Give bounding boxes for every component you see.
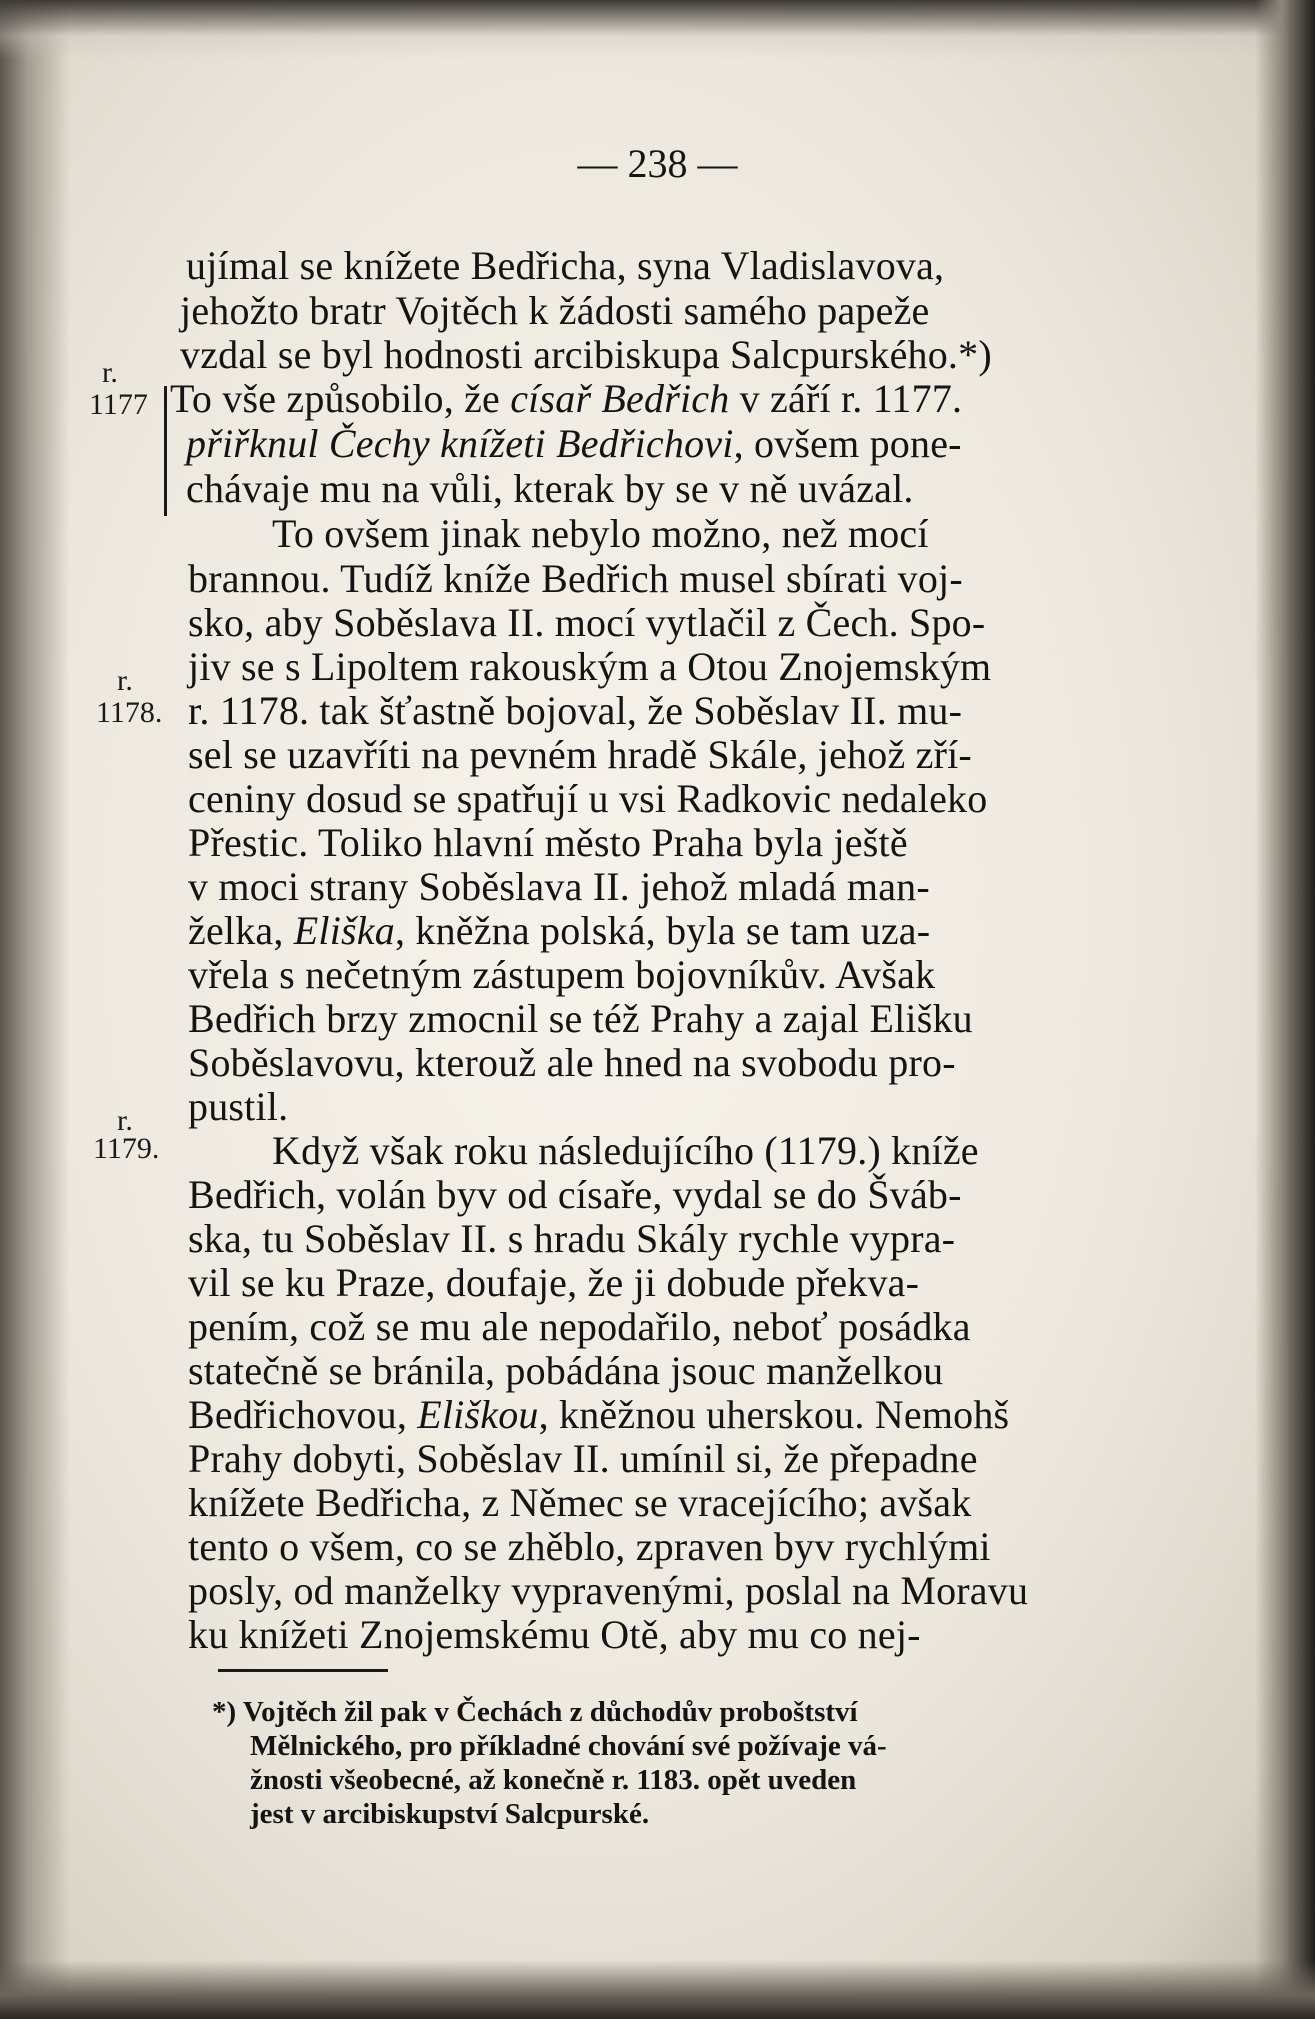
text-span: želka, bbox=[188, 908, 294, 953]
text-span: Bedřichovou, bbox=[188, 1392, 418, 1437]
text-line: ceniny dosud se spatřují u vsi Radkovic nedaleko bbox=[188, 776, 988, 821]
text-line: Když však roku následujícího (1179.) kníže bbox=[272, 1128, 979, 1173]
text-line: jiv se s Lipoltem rakouským a Otou Znojemským bbox=[188, 644, 992, 689]
margin-note-year-1178: 1178. bbox=[96, 696, 163, 729]
text-line bbox=[186, 420, 962, 467]
text-span: , kněžna polská, byla se tam uza- bbox=[394, 908, 931, 953]
text-line: knížete Bedřicha, z Němec se vracejícího; avšak bbox=[188, 1480, 972, 1525]
footnote-line: žnosti všeobecné, až konečně r. 1183. opět uveden bbox=[250, 1764, 857, 1796]
margin-note-r: r. bbox=[102, 356, 118, 389]
text-span: , ovšem pone- bbox=[733, 421, 962, 466]
text-span: , kněžnou uherskou. Nemohš bbox=[538, 1392, 1010, 1437]
text-line: ujímal se knížete Bedřicha, syna Vladislavova, bbox=[186, 243, 945, 288]
footnote-line: jest v arcibiskupství Salcpurské. bbox=[250, 1798, 650, 1830]
text-line: ska, tu Soběslav II. s hradu Skály rychle vypra- bbox=[188, 1216, 956, 1261]
text-line: v moci strany Soběslava II. jehož mladá man- bbox=[188, 864, 930, 909]
footnote-line: *) Vojtěch žil pak v Čechách z důchodův proboštství bbox=[212, 1696, 858, 1728]
text-line: r. 1178. tak šťastně bojoval, že Soběslav II. mu- bbox=[188, 688, 963, 733]
text-line: vzdal se byl hodnosti arcibiskupa Salcpurského.*) bbox=[180, 332, 992, 377]
margin-note-r: r. bbox=[117, 664, 133, 697]
text-line: sel se uzavříti na pevném hradě Skále, jehož zří- bbox=[188, 732, 972, 777]
emphasis-span: přiřknul Čechy knížeti Bedřichovi bbox=[186, 421, 734, 466]
margin-note-year-1177: 1177 bbox=[89, 388, 148, 421]
text-line: ku knížeti Znojemskému Otě, aby mu co nej- bbox=[188, 1612, 921, 1657]
margin-bracket bbox=[164, 386, 167, 516]
footnote-divider bbox=[218, 1669, 388, 1672]
text-line: tento o všem, co se zhěblo, zpraven byv rychlými bbox=[188, 1524, 991, 1569]
text-line: vil se ku Praze, doufaje, že ji dobude překva- bbox=[188, 1260, 920, 1305]
text-span: v září r. 1177. bbox=[729, 376, 963, 421]
text-line: statečně se bránila, pobádána jsouc manželkou bbox=[188, 1348, 944, 1393]
text-line: vřela s nečetným zástupem bojovníkův. Avšak bbox=[188, 952, 936, 997]
page-number: — 238 — bbox=[577, 141, 738, 186]
text-line bbox=[188, 907, 930, 954]
text-line: chávaje mu na vůli, kterak by se v ně uvázal. bbox=[186, 466, 914, 511]
text-line: To ovšem jinak nebylo možno, než mocí bbox=[272, 511, 929, 556]
text-line: Soběslavovu, kterouž ale hned na svobodu pro- bbox=[188, 1040, 956, 1085]
left-page-shadow bbox=[0, 0, 70, 2019]
text-line: posly, od manželky vypravenými, poslal na Moravu bbox=[188, 1568, 1029, 1613]
text-line: brannou. Tudíž kníže Bedřich musel sbírati voj- bbox=[188, 556, 963, 601]
text-line: Prahy dobyti, Soběslav II. umínil si, že přepadne bbox=[188, 1436, 978, 1481]
text-line: Bedřich, volán byv od císaře, vydal se do Šváb- bbox=[188, 1172, 962, 1217]
emphasis-span: císař Bedřich bbox=[510, 376, 730, 421]
footnote-line: Mělnického, pro příkladné chování své požívaje vá- bbox=[250, 1730, 887, 1762]
emphasis-span: Eliškou bbox=[417, 1392, 539, 1437]
text-line: jehožto bratr Vojtěch k žádosti samého papeže bbox=[180, 288, 930, 333]
text-line: Přestic. Toliko hlavní město Praha byla ještě bbox=[188, 820, 908, 865]
top-page-shadow bbox=[0, 0, 1315, 60]
text-line: sko, aby Soběslava II. mocí vytlačil z Čech. Spo- bbox=[188, 600, 986, 645]
margin-note-r: r. bbox=[117, 1104, 133, 1137]
text-line: pustil. bbox=[188, 1084, 289, 1129]
text-line: pením, což se mu ale nepodařilo, neboť posádka bbox=[188, 1304, 971, 1349]
text-line bbox=[170, 375, 962, 422]
margin-note-year-1179: 1179. bbox=[93, 1132, 160, 1165]
text-span: To vše způsobilo, že bbox=[170, 376, 511, 421]
text-line bbox=[188, 1391, 1009, 1438]
bottom-page-shadow bbox=[0, 1960, 1315, 2019]
right-page-edge bbox=[1255, 0, 1315, 2019]
text-line: Bedřich brzy zmocnil se též Prahy a zajal Elišku bbox=[188, 996, 973, 1041]
emphasis-span: Eliška bbox=[293, 908, 395, 953]
